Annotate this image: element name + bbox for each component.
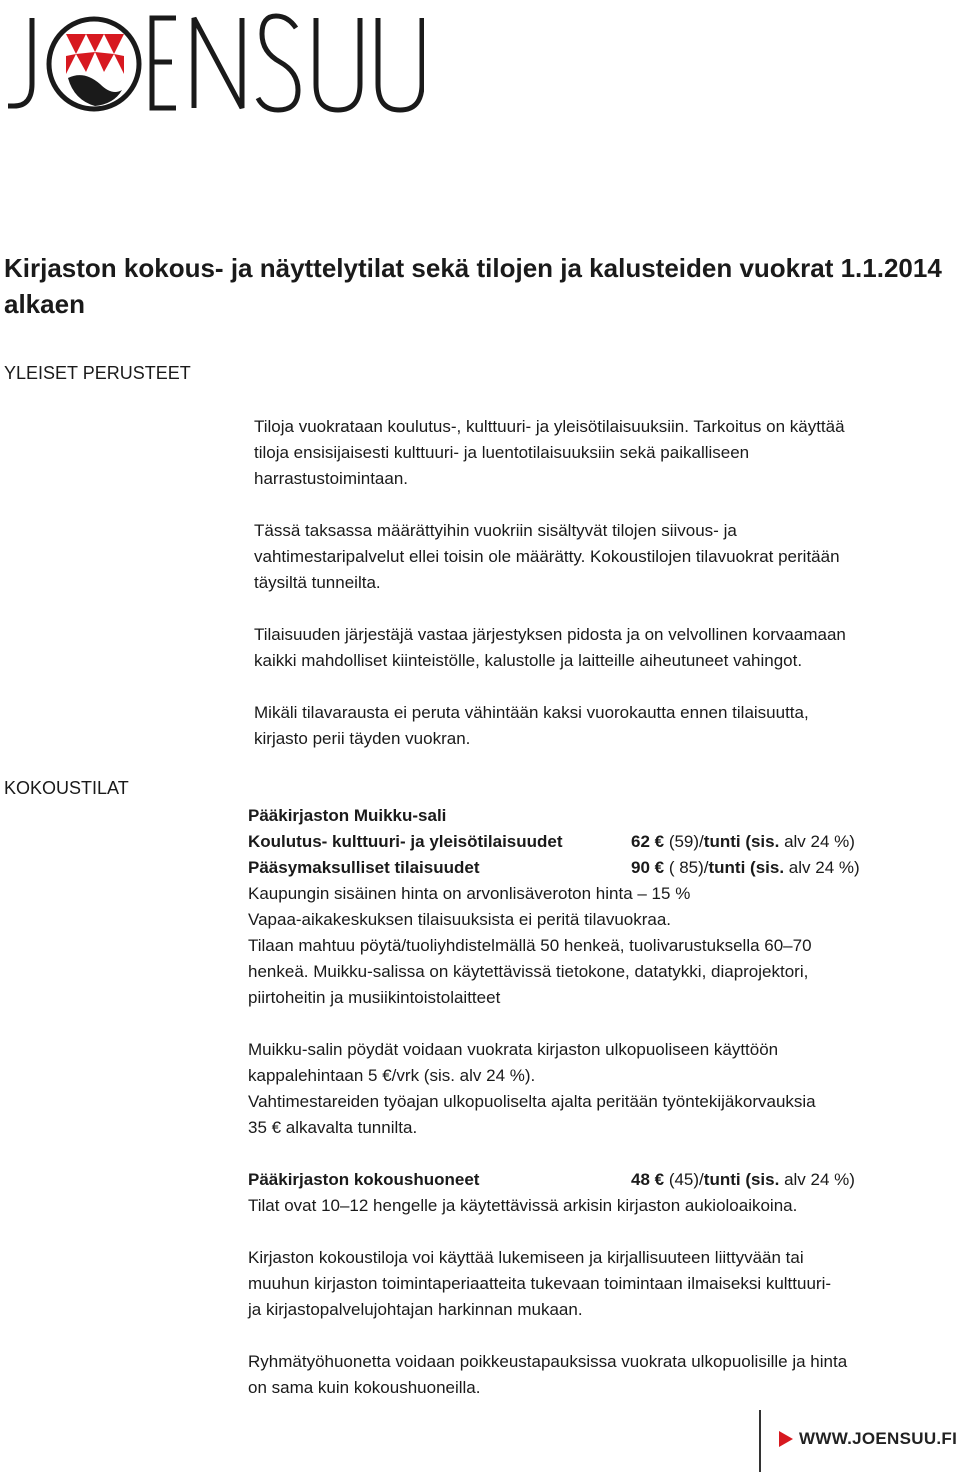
- section-heading-general: YLEISET PERUSTEET: [4, 363, 191, 383]
- page-title: Kirjaston kokous- ja näyttelytilat sekä tilojen ja kalusteiden vuokrat 1.1.2014 alkaen: [4, 253, 942, 319]
- section-heading-meeting-rooms: KOKOUSTILAT: [4, 778, 129, 798]
- arrow-right-icon: [779, 1431, 793, 1447]
- paragraph-cancellation: Mikäli tilavarausta ei peruta vähintään kaksi vuorokautta ennen tilaisuutta, kirjasto perii täyden vuokran.: [254, 703, 809, 748]
- paragraph-liability: Tilaisuuden järjestäjä vastaa järjestyksen pidosta ja on velvollinen korvaamaan kaikki mahdolliset kiinteistölle, kalustolle ja laitteille aiheutuneet vahingot.: [254, 625, 846, 670]
- meeting-rooms: [248, 803, 948, 1427]
- muikku-furniture-block: Muikku-salin pöydät voidaan vuokrata kirjaston ulkopuoliseen käyttöön kappalehintaan 5 €/vrk (sis. alv 24 %). Vahtimestareiden työajan ulkopuoliselta ajalta peritään työntekijäkorvauksia 35 € alkavalta tunnilta.: [248, 1040, 816, 1137]
- group-room-block: Ryhmätyöhuonetta voidaan poikkeustapauksissa vuokrata ulkopuolisille ja hinta on sama kuin kokoushuoneilla.: [248, 1352, 848, 1397]
- footer-website: [779, 1429, 957, 1449]
- muikku-hall-title: Pääkirjaston Muikku-sali: [248, 806, 447, 825]
- general-terms: [254, 414, 954, 778]
- crest-icon: [66, 34, 124, 106]
- price-row: Pääsymaksulliset tilaisuudet 90 € ( 85)/tunti (sis. alv 24 %): [248, 858, 860, 877]
- price-row: Koulutus- kulttuuri- ja yleisötilaisuudet 62 € (59)/tunti (sis. alv 24 %): [248, 832, 855, 851]
- joensuu-logo: [4, 6, 424, 114]
- paragraph-purpose: Tiloja vuokrataan koulutus-, kulttuuri- ja yleisötilaisuuksiin. Tarkoitus on käyttää tiloja ensisijaisesti kulttuuri- ja luentotilaisuuksiin sekä paikalliseen harrastustoimintaan.: [254, 417, 845, 488]
- meeting-rooms-block: Pääkirjaston kokoushuoneet 48 € (45)/tunti (sis. alv 24 %) Tilat ovat 10–12 hengelle ja käytettävissä arkisin kirjaston aukioloaikoina.: [248, 1167, 948, 1219]
- muikku-hall-block: Pääkirjaston Muikku-sali Koulutus- kulttuuri- ja yleisötilaisuudet 62 € (59)/tunti (sis. alv 24 %) Pääsymaksulliset tilaisuudet 90 € ( 85)/tunti (sis. alv 24 %) Kaupungin sisäinen hinta on arvonlisäveroton hinta – 15 % Vapaa-aikakeskuksen tilaisuuksista ei peritä tilavuokraa. Tilaan mahtuu pöytä/tuoliyhdistelmällä 50 henkeä, tuolivarustuksella 60–70 henkeä. Muikku-salissa on käytettävissä tietokone, datatykki, diaprojektori, piirtoheitin ja musiikintoistolaitteet: [248, 803, 948, 1011]
- price-row: Pääkirjaston kokoushuoneet 48 € (45)/tunti (sis. alv 24 %): [248, 1170, 855, 1189]
- paragraph-included-services: Tässä taksassa määrättyihin vuokriin sisältyvät tilojen siivous- ja vahtimestaripalvelut ellei toisin ole määrätty. Kokoustilojen tilavuokrat peritään täysiltä tunneilta.: [254, 521, 840, 592]
- free-use-block: Kirjaston kokoustiloja voi käyttää lukemiseen ja kirjallisuuteen liittyvään tai muuhun kirjaston toimintaperiaatteita tukevaan toimintaan ilmaiseksi kulttuuri- ja kirjastopalvelujohtajan harkinnan mukaan.: [248, 1248, 832, 1319]
- footer-url-text[interactable]: WWW.JOENSUU.FI: [799, 1429, 958, 1448]
- footer-divider: [759, 1410, 761, 1472]
